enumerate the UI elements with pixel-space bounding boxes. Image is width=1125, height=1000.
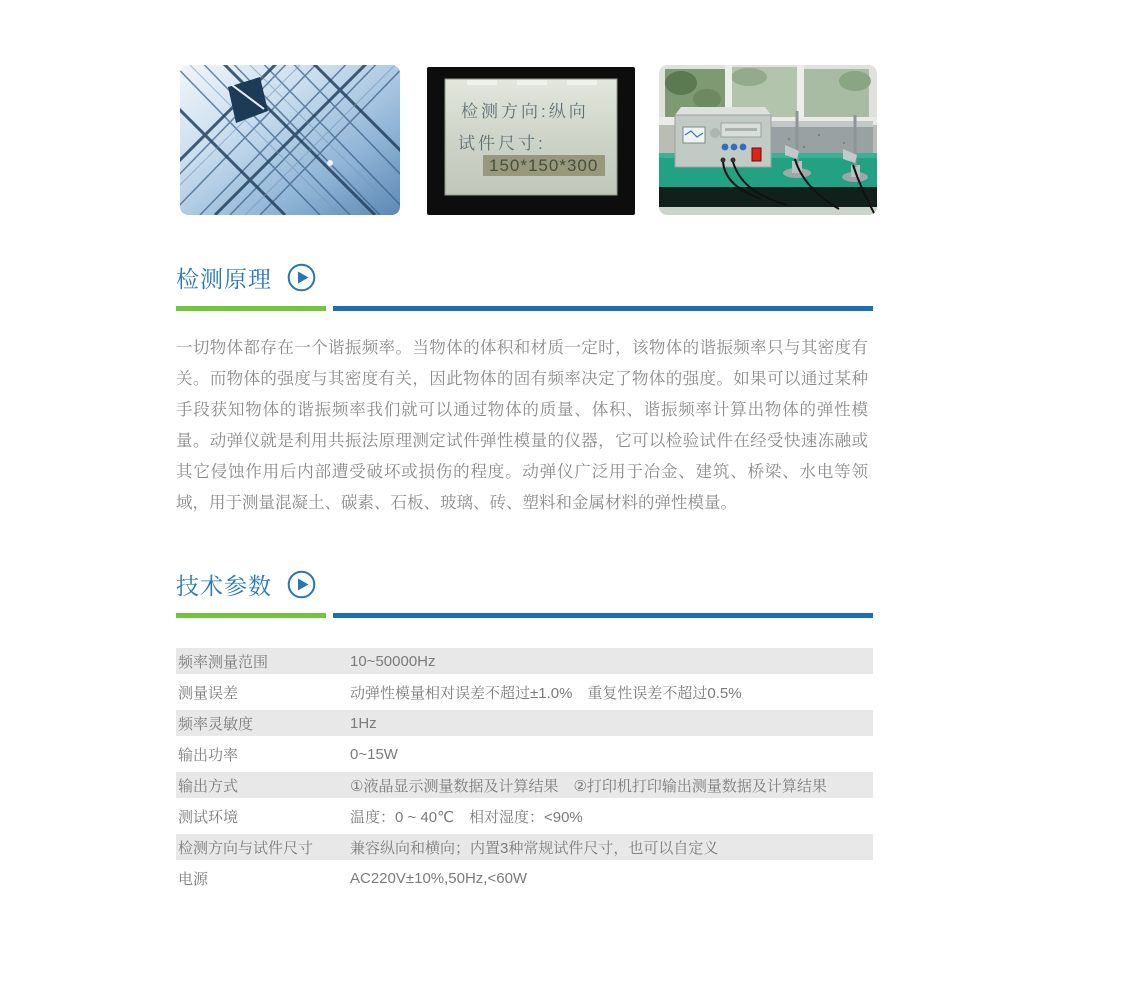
table-row bbox=[176, 860, 873, 896]
underline-green-segment bbox=[176, 306, 326, 311]
section-title-specs: 技术参数 bbox=[176, 573, 272, 599]
lcd-text-size-label: 试件尺寸: bbox=[458, 134, 546, 153]
spec-value: 温度：0 ~ 40℃ 相对湿度：<90% bbox=[350, 808, 583, 826]
lcd-text-specimen-size: 150*150*300 bbox=[489, 156, 599, 175]
section-header-principle bbox=[176, 261, 316, 294]
spec-label: 输出方式 bbox=[178, 777, 239, 795]
spec-value: 0~15W bbox=[350, 745, 398, 763]
underline-green-segment bbox=[176, 613, 326, 618]
spec-value: 10~50000Hz bbox=[350, 652, 436, 670]
play-icon bbox=[287, 263, 316, 292]
table-row bbox=[176, 736, 873, 772]
spec-value: 兼容纵向和横向；内置3种常规试件尺寸，也可以自定义 bbox=[350, 839, 719, 857]
instrument-bench-photo bbox=[659, 65, 877, 215]
section-header-specs bbox=[176, 568, 316, 601]
spec-value: ①液晶显示测量数据及计算结果 ②打印机打印输出测量数据及计算结果 bbox=[350, 777, 827, 795]
spec-label: 检测方向与试件尺寸 bbox=[178, 839, 314, 857]
spec-value: 动弹性模量相对误差不超过±1.0% 重复性误差不超过0.5% bbox=[350, 684, 742, 702]
glass-building-photo bbox=[180, 65, 400, 215]
spec-value: AC220V±10%,50Hz,<60W bbox=[350, 869, 528, 887]
glass-building-illustration bbox=[180, 65, 400, 215]
lcd-display-photo bbox=[427, 67, 635, 215]
table-row bbox=[176, 648, 873, 674]
table-row bbox=[176, 772, 873, 798]
spec-label: 频率测量范围 bbox=[178, 653, 269, 671]
play-icon bbox=[287, 570, 316, 599]
lcd-display-illustration bbox=[427, 67, 635, 215]
table-row bbox=[176, 674, 873, 710]
spec-table bbox=[176, 648, 873, 896]
spec-value: 1Hz bbox=[350, 714, 377, 732]
lcd-text-direction: 检测方向:纵向 bbox=[461, 102, 589, 121]
spec-label: 频率灵敏度 bbox=[178, 715, 254, 733]
section-title-principle: 检测原理 bbox=[176, 266, 272, 292]
spec-label: 测量误差 bbox=[178, 684, 239, 702]
underline-blue-segment bbox=[333, 306, 873, 311]
spec-label: 输出功率 bbox=[178, 746, 239, 764]
table-row bbox=[176, 834, 873, 860]
instrument-bench-illustration bbox=[659, 65, 877, 215]
principle-paragraph: 一切物体都存在一个谐振频率。当物体的体积和材质一定时，该物体的谐振频率只与其密度有关。而物体的强度与其密度有关，因此物体的固有频率决定了物体的强度。如果可以通过某种手段获知物体的谐振频率我们就可以通过物体的质量、体积、谐振频率计算出物体的弹性模量。动弹仪就是利用共振法原理测定试件弹性模量的仪器，它可以检验试件在经受快速冻融或其它侵蚀作用后内部遭受破坏或损伤的程度。动弹仪广泛用于冶金、建筑、桥梁、水电等领域，用于测量混凝土、碳素、石板、玻璃、砖、塑料和金属材料的弹性模量。 bbox=[176, 339, 868, 512]
spec-label: 电源 bbox=[178, 870, 209, 888]
table-row bbox=[176, 798, 873, 834]
table-row bbox=[176, 710, 873, 736]
underline-blue-segment bbox=[333, 613, 873, 618]
spec-label: 测试环境 bbox=[178, 808, 239, 826]
